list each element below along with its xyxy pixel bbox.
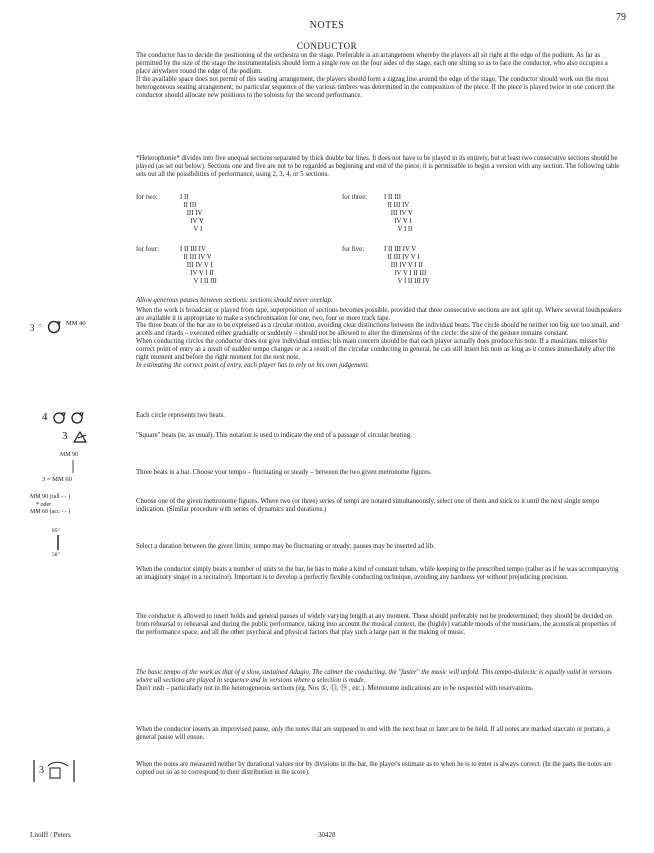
table-label-two: for two: <box>136 194 158 201</box>
measured-text: When the notes are measured neither by durational values nor by divisions in the bar, the player's estimate as to when he is to enter is always correct. (In the parts the notes are copied out so as to correspond to their distribution in the score). <box>136 761 612 777</box>
arrow-down-icon <box>70 460 76 474</box>
tempo-text-italic: The basic tempo of the work as that of a slow, sustained Adagio. The calmer the conducting, the "faster" the music will unfold. This tempo-dialectic is equally valid in versions where all sections are played in sequence and in versions where a selection is made. <box>136 669 612 685</box>
broadcast-paragraph: When the work is broadcast or played from tape, superposition of sections becomes possible, provided that three consecutive sections are not split up. Where several loudspeakers are available it is appropriate to make a synchronisation for one, two, four or more track tape. <box>136 307 622 323</box>
page-title: NOTES <box>309 20 345 31</box>
table-row: II III IV V I <box>384 254 420 261</box>
beat-count: 4 <box>42 411 48 423</box>
duration-range-symbol <box>52 528 82 562</box>
circular-paragraph <box>136 322 622 371</box>
table-row: IV V I II III <box>384 270 427 277</box>
beat-count: 3 <box>30 323 35 333</box>
beat-count: 3 <box>39 765 44 776</box>
holds-text: The conductor is allowed to insert holds and general pauses of widely varying length at any moment. These should preferably not be predetermined; they should be decided on from rehearsal to rehearsal and during the public performance, taking into account the musical context, the (highly) variable moods of the musicians, the acoustical properties of the performance space, and all the other psychical and physical factors that play such a large part in the making of music. <box>136 613 617 637</box>
or-marker: * oder <box>36 501 52 508</box>
table-row: I II III IV <box>180 246 206 253</box>
table-row: III IV V I <box>180 262 213 269</box>
equals-sign: = <box>38 322 42 330</box>
metronome-mark: MM 60 (acc - - ) <box>30 509 71 515</box>
plate-number: 30428 <box>318 831 336 839</box>
duration-max: 85" <box>52 528 60 534</box>
table-row: IV V I <box>384 218 412 225</box>
circular-text-3: In estimating the correct point of entry, each player has to rely on his own judgement. <box>136 362 370 370</box>
circular-text-2: When conducting circles the conductor does not give individual entries; his main concern should be that each player actually does produce his note. If a musicians misses his correct point of entry as a result of sudden tempo changes or as a result of the circular conducting in general, he can still insert his note as long as it comes immediately after the right moment and before the right moment for the next note. <box>136 338 616 362</box>
table-row: V I <box>180 226 203 233</box>
circle-arrow-icon <box>52 411 66 425</box>
table-row: II III <box>180 202 197 209</box>
table-row: V I II <box>384 226 413 233</box>
circular-text-1: The three beats of the bar are to be expressed as a circular motion, avoiding clear distinctions between the individual beats. The circle should be neither too big nor too small, and accels and ritards – executed either gradually or suddenly – should not be allowed to alter the dimensions of the circle: the size of the gesture remains constant. <box>136 322 620 338</box>
metronome-mark: 3 = MM 60 <box>42 476 72 483</box>
table-row: V I II III IV <box>384 278 430 285</box>
table-row: I II III IV V <box>384 246 417 253</box>
tempo-range-symbol <box>42 452 102 486</box>
tempo-end: , etc.). Metronome indications are to be respected with reservations. <box>348 685 534 693</box>
duration-min: 58" <box>52 552 60 558</box>
three-beats-text: Three beats in a bar. Choose your tempo – fluctuating or steady – between the two given metronome figures. <box>136 469 432 476</box>
table-label-four: for four: <box>136 246 159 253</box>
intro-paragraph-1: The conductor has to decide the positioning of the orchestra on the stage. Preferable is an arrangement whereby the players all sit right at the edge of the podium. As far as permitted by the size of the stage the instrumentalists should form a single row on the four sides of the stage, each one sitting so as to face the conductor, who also occupies a place anywhere round the edge of the podium. <box>136 52 608 76</box>
sections-table <box>136 194 622 304</box>
each-circle-text: Each circle represents two beats. <box>136 412 225 419</box>
page-number: 79 <box>616 12 626 23</box>
section-title: CONDUCTOR <box>296 41 358 51</box>
table-row: IV V <box>180 218 204 225</box>
table-row: I II III <box>384 194 401 201</box>
square-beat-symbol <box>62 428 102 446</box>
metronome-mark: MM 90 <box>60 452 79 458</box>
unmeasured-bar-symbol <box>32 758 82 784</box>
circle-arrow-icon <box>46 320 62 334</box>
units-text: When the conductor simply beats a number of units to the bar, he has to make a kind of constant tubato, while keeping to the prescribed tempo (rather as if he was accompanying an imaginary singer in a recitative). Important is to develop a perfectly flexible conducting technique, avoiding any hardness yet without prejudicing precision. <box>136 566 619 582</box>
oder-label: oder <box>40 501 52 508</box>
section-number: ⑬ <box>330 685 337 693</box>
duration-text: Select a duration between the given limits; tempo may be fluctuating or steady; pauses may be inserted ad lib. <box>136 543 435 550</box>
table-row: IV V I II <box>180 270 214 277</box>
tempo-paragraph <box>136 669 622 693</box>
beat-count: 3 <box>62 430 68 442</box>
table-row: III IV V I II <box>384 262 423 269</box>
duration-bracket-icon <box>55 535 61 551</box>
table-row: III IV V <box>384 210 413 217</box>
table-label-five: for five: <box>342 246 365 253</box>
tempo-text-rush: Don't rush – particularly not in the heterogeneous sections (eg. Nos ①, ⑬, ⑲ , etc.). Metronome indications are to be respected with reservations. <box>136 685 534 693</box>
square-text: "Square" beats (ie, as usual). This notation is used to indicate the end of a passage of circular beating. <box>136 432 412 439</box>
metronome-mark: MM 90 (rall - - ) <box>30 494 71 500</box>
table-row: I II <box>180 194 189 201</box>
square-beat-icon <box>72 430 88 444</box>
table-label-three: for three: <box>342 194 368 201</box>
section-number: ⑲ <box>340 685 348 693</box>
metronome-mark: MM 40 <box>66 320 86 327</box>
table-row: III IV <box>180 210 203 217</box>
improvised-text: When the conductor inserts an improvised pause, only the notes that are supposed to end with the next beat or later are to be held. If all notes are marked staccato or portato, a general pause will ensue. <box>136 726 610 742</box>
choose-one-text: Choose one of the given mettronome figures. Where two (or three) series of tempi are notated simultaneously, select one of them and stick to it until the next single tempo indication. (Similar procedure with series of dynamics and durations.) <box>136 498 600 514</box>
intro-paragraph-2: If the available space does not permit of this seating arrangement, the players should form a zigzag line around the edge of the stage. The conductor should work out the most heterogeneous seating arrangement; no particular sequence of the various timbres was determined in the composition of the piece. If the piece is played twice in one concert the conductor should allocate new positions to the soloists for the second performance. <box>136 76 615 100</box>
table-row: V I II III <box>180 278 217 285</box>
circle-arrow-icon <box>70 411 84 425</box>
table-row: II III IV V <box>180 254 212 261</box>
intro-text <box>136 52 622 101</box>
section-number: ① <box>320 685 327 693</box>
heterophonie-paragraph: *Heterophonie* divides into five unequal sections separated by thick double bar lines. It does not have to be played in its entirety, but at least two consecutive sections should be played (as set out below). Sections one and five are not to be regarded as beginning and end of the piece; it is permissible to begin a version with any section. The following table sets out all the possibilities of performance, using 2, 3, 4, or 5 sections. <box>136 155 620 179</box>
tempo-alternatives-symbol <box>30 494 110 524</box>
pauses-note: Allow generous pauses between sections: sections should never overlap. <box>136 297 333 304</box>
two-circles-symbol <box>42 410 102 426</box>
publisher-name: Litolff / Peters <box>30 831 71 839</box>
table-row: II III IV <box>384 202 410 209</box>
circle-beat-symbol <box>30 320 134 336</box>
tempo-rush: Don't rush – particularly not in the heterogeneous sections (eg. Nos <box>136 685 319 693</box>
